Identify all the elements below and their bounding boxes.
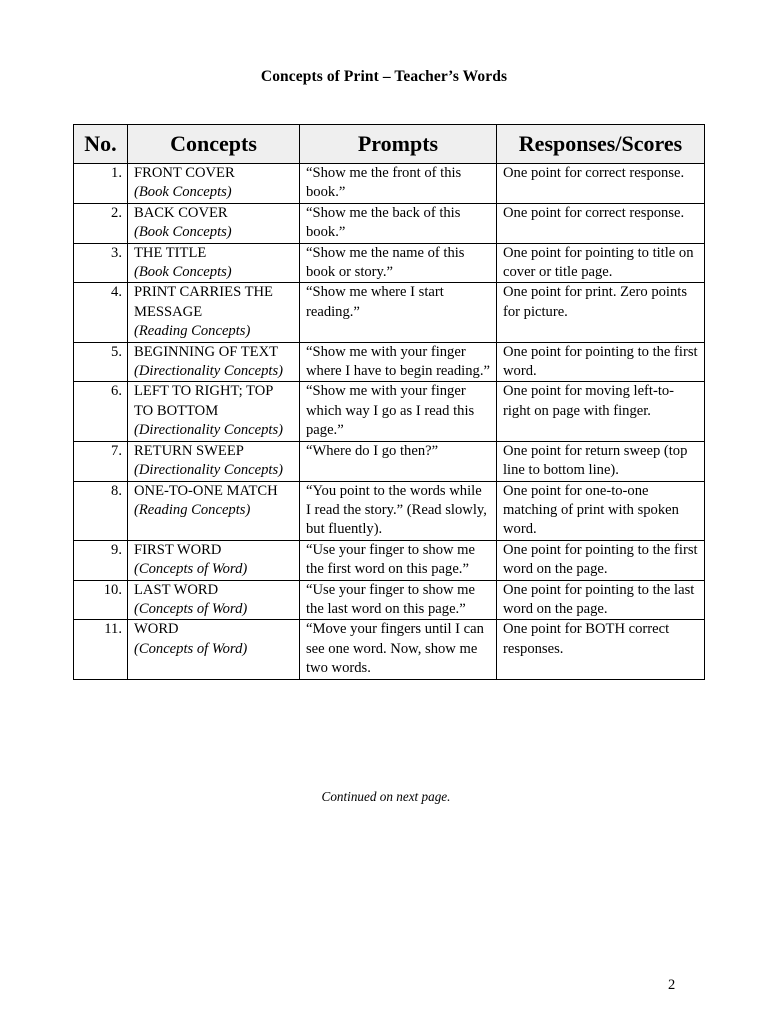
row-number: 1. [74, 164, 128, 204]
response-cell: One point for one-to-one matching of print with spoken word. [497, 481, 705, 540]
response-cell: One point for pointing to title on cover or title page. [497, 243, 705, 283]
concept-cell [128, 164, 300, 204]
document-title: Concepts of Print – Teacher’s Words [260, 68, 508, 85]
concept-cell [128, 540, 300, 580]
table-row [74, 283, 705, 342]
row-number: 8. [74, 481, 128, 540]
table-header-row [74, 125, 705, 164]
row-number: 10. [74, 580, 128, 620]
prompt-cell: “Move your fingers until I can see one word. Now, show me two words. [300, 620, 497, 679]
concept-category: (Book Concepts) [134, 184, 232, 201]
header-prompts: Prompts [300, 125, 497, 164]
row-number: 4. [74, 283, 128, 342]
concept-cell [128, 243, 300, 283]
response-cell: One point for pointing to the first word. [497, 342, 705, 382]
table-row [74, 164, 705, 204]
response-cell: One point for correct response. [497, 203, 705, 243]
concept-name: RETURN SWEEP [134, 442, 244, 459]
response-cell: One point for pointing to the first word on the page. [497, 540, 705, 580]
table-row [74, 580, 705, 620]
response-cell: One point for correct response. [497, 164, 705, 204]
table-row [74, 441, 705, 481]
prompt-cell: “Use your finger to show me the first word on this page.” [300, 540, 497, 580]
prompt-cell: “Show me where I start reading.” [300, 283, 497, 342]
concept-category: (Directionality Concepts) [134, 363, 284, 380]
row-number: 5. [74, 342, 128, 382]
concept-name: FIRST WORD [134, 541, 222, 558]
concept-category: (Directionality Concepts) [134, 422, 284, 439]
prompt-cell: “Where do I go then?” [300, 441, 497, 481]
page-number: 2 [668, 977, 676, 993]
prompt-cell: “Show me with your finger where I have to begin reading.” [300, 342, 497, 382]
concept-name: THE TITLE [134, 244, 207, 261]
concept-name: LEFT TO RIGHT; TOP TO BOTTOM [134, 383, 273, 419]
prompt-cell: “Show me the name of this book or story.” [300, 243, 497, 283]
table-row [74, 540, 705, 580]
concept-name: LAST WORD [134, 581, 219, 598]
table-row [74, 243, 705, 283]
concept-category: (Reading Concepts) [134, 323, 251, 340]
prompt-cell: “Show me the back of this book.” [300, 203, 497, 243]
concept-cell [128, 441, 300, 481]
prompt-cell: “Show me the front of this book.” [300, 164, 497, 204]
concept-cell [128, 283, 300, 342]
prompt-cell: “Show me with your finger which way I go as I read this page.” [300, 382, 497, 441]
concept-category: (Book Concepts) [134, 264, 232, 281]
concept-category: (Reading Concepts) [134, 501, 251, 518]
prompt-cell: “Use your finger to show me the last word on this page.” [300, 580, 497, 620]
continued-note: Continued on next page. [321, 789, 451, 804]
concept-name: PRINT CARRIES THE MESSAGE [134, 284, 273, 320]
response-cell: One point for moving left-to-right on page with finger. [497, 382, 705, 441]
row-number: 3. [74, 243, 128, 283]
concept-cell [128, 382, 300, 441]
concepts-table [73, 124, 705, 680]
concept-category: (Book Concepts) [134, 224, 232, 241]
table-row [74, 203, 705, 243]
header-responses: Responses/Scores [497, 125, 705, 164]
concept-cell [128, 203, 300, 243]
concept-name: ONE-TO-ONE MATCH [134, 482, 278, 499]
concept-name: FRONT COVER [134, 165, 235, 181]
concept-category: (Concepts of Word) [134, 561, 248, 578]
table-row [74, 481, 705, 540]
concept-cell [128, 580, 300, 620]
row-number: 9. [74, 540, 128, 580]
header-no: No. [74, 125, 128, 164]
prompt-cell: “You point to the words while I read the story.” (Read slowly, but fluently). [300, 481, 497, 540]
concept-cell [128, 342, 300, 382]
concept-cell [128, 620, 300, 679]
row-number: 7. [74, 441, 128, 481]
response-cell: One point for print. Zero points for picture. [497, 283, 705, 342]
concept-category: (Directionality Concepts) [134, 462, 284, 479]
concept-category: (Concepts of Word) [134, 600, 248, 617]
row-number: 11. [74, 620, 128, 679]
response-cell: One point for return sweep (top line to bottom line). [497, 441, 705, 481]
table-row [74, 382, 705, 441]
response-cell: One point for BOTH correct responses. [497, 620, 705, 679]
response-cell: One point for pointing to the last word on the page. [497, 580, 705, 620]
table-row [74, 620, 705, 679]
row-number: 6. [74, 382, 128, 441]
row-number: 2. [74, 203, 128, 243]
header-concepts: Concepts [128, 125, 300, 164]
concept-cell [128, 481, 300, 540]
table-row [74, 342, 705, 382]
concept-name: BEGINNING OF TEXT [134, 343, 279, 360]
concept-name: BACK COVER [134, 204, 228, 221]
concept-name: WORD [134, 621, 179, 638]
concept-category: (Concepts of Word) [134, 640, 248, 657]
